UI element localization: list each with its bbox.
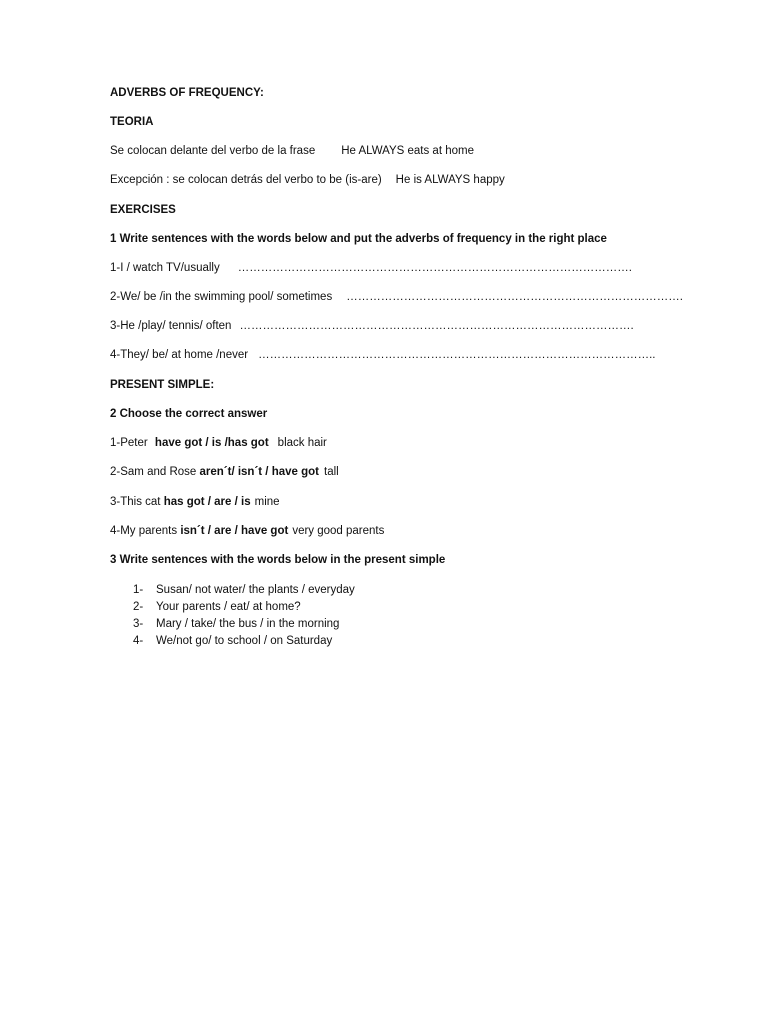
present-simple-heading: PRESENT SIMPLE: xyxy=(110,379,215,391)
answer-line: ……………………………………………………………………………. xyxy=(346,291,683,303)
list-number: 1- xyxy=(133,584,144,596)
exercise2-before: 2-Sam and Rose xyxy=(110,466,200,478)
theory-example-2: He is ALWAYS happy xyxy=(395,174,505,186)
exercise2-after: very good parents xyxy=(292,525,385,537)
exercise1-item-2 xyxy=(110,290,683,304)
worksheet-title: ADVERBS OF FREQUENCY: xyxy=(110,87,264,99)
exercise1-item-4 xyxy=(110,348,655,362)
exercise2-before: 1-Peter xyxy=(110,437,151,449)
exercise2-options: isn´t / are / have got xyxy=(180,525,289,537)
exercise2-instruction: 2 Choose the correct answer xyxy=(110,408,268,420)
exercise2-item-4 xyxy=(110,524,384,538)
list-text: Susan/ not water/ the plants / everyday xyxy=(156,584,355,596)
exercise3-item-2 xyxy=(133,600,301,614)
exercise3-item-4 xyxy=(133,634,332,648)
theory-line-2 xyxy=(110,173,505,187)
answer-line: ………………………………………………………………………………………….. xyxy=(258,349,656,361)
exercise1-prompt: 1-I / watch TV/usually xyxy=(110,262,220,274)
answer-line: …………………………………………………………………………………………. xyxy=(239,320,634,332)
exercise2-after: black hair xyxy=(277,437,327,449)
exercises-heading: EXERCISES xyxy=(110,204,176,216)
theory-line-1 xyxy=(110,144,474,158)
theory-rule-2: Excepción : se colocan detrás del verbo to be (is-are) xyxy=(110,174,382,186)
answer-line: …………………………………………………………………………………………. xyxy=(237,262,632,274)
list-text: Your parents / eat/ at home? xyxy=(156,601,301,613)
exercise1-prompt: 3-He /play/ tennis/ often xyxy=(110,320,232,332)
exercise1-item-3 xyxy=(110,319,634,333)
list-number: 2- xyxy=(133,601,144,613)
exercise1-prompt: 2-We/ be /in the swimming pool/ sometimes xyxy=(110,291,333,303)
exercise2-after: mine xyxy=(254,496,280,508)
theory-rule-1: Se colocan delante del verbo de la frase xyxy=(110,145,316,157)
theory-heading: TEORIA xyxy=(110,116,154,128)
exercise3-instruction: 3 Write sentences with the words below in the present simple xyxy=(110,554,446,566)
exercise2-options: have got / is /has got xyxy=(154,437,269,449)
exercise2-options: aren´t/ isn´t / have got xyxy=(199,466,319,478)
exercise1-prompt: 4-They/ be/ at home /never xyxy=(110,349,249,361)
list-number: 4- xyxy=(133,635,144,647)
exercise2-options: has got / are / is xyxy=(163,496,251,508)
exercise1-instruction: 1 Write sentences with the words below and put the adverbs of frequency in the right place xyxy=(110,233,607,245)
list-text: Mary / take/ the bus / in the morning xyxy=(156,618,340,630)
list-number: 3- xyxy=(133,618,144,630)
exercise2-before: 4-My parents xyxy=(110,525,181,537)
list-text: We/not go/ to school / on Saturday xyxy=(156,635,333,647)
theory-example-1: He ALWAYS eats at home xyxy=(341,145,474,157)
exercise3-item-1 xyxy=(133,583,355,597)
exercise2-item-2 xyxy=(110,465,339,479)
exercise2-before: 3-This cat xyxy=(110,496,164,508)
exercise2-item-3 xyxy=(110,495,280,509)
exercise3-item-3 xyxy=(133,617,339,631)
exercise2-after: tall xyxy=(324,466,339,478)
exercise1-item-1 xyxy=(110,261,632,275)
exercise2-item-1 xyxy=(110,436,327,450)
